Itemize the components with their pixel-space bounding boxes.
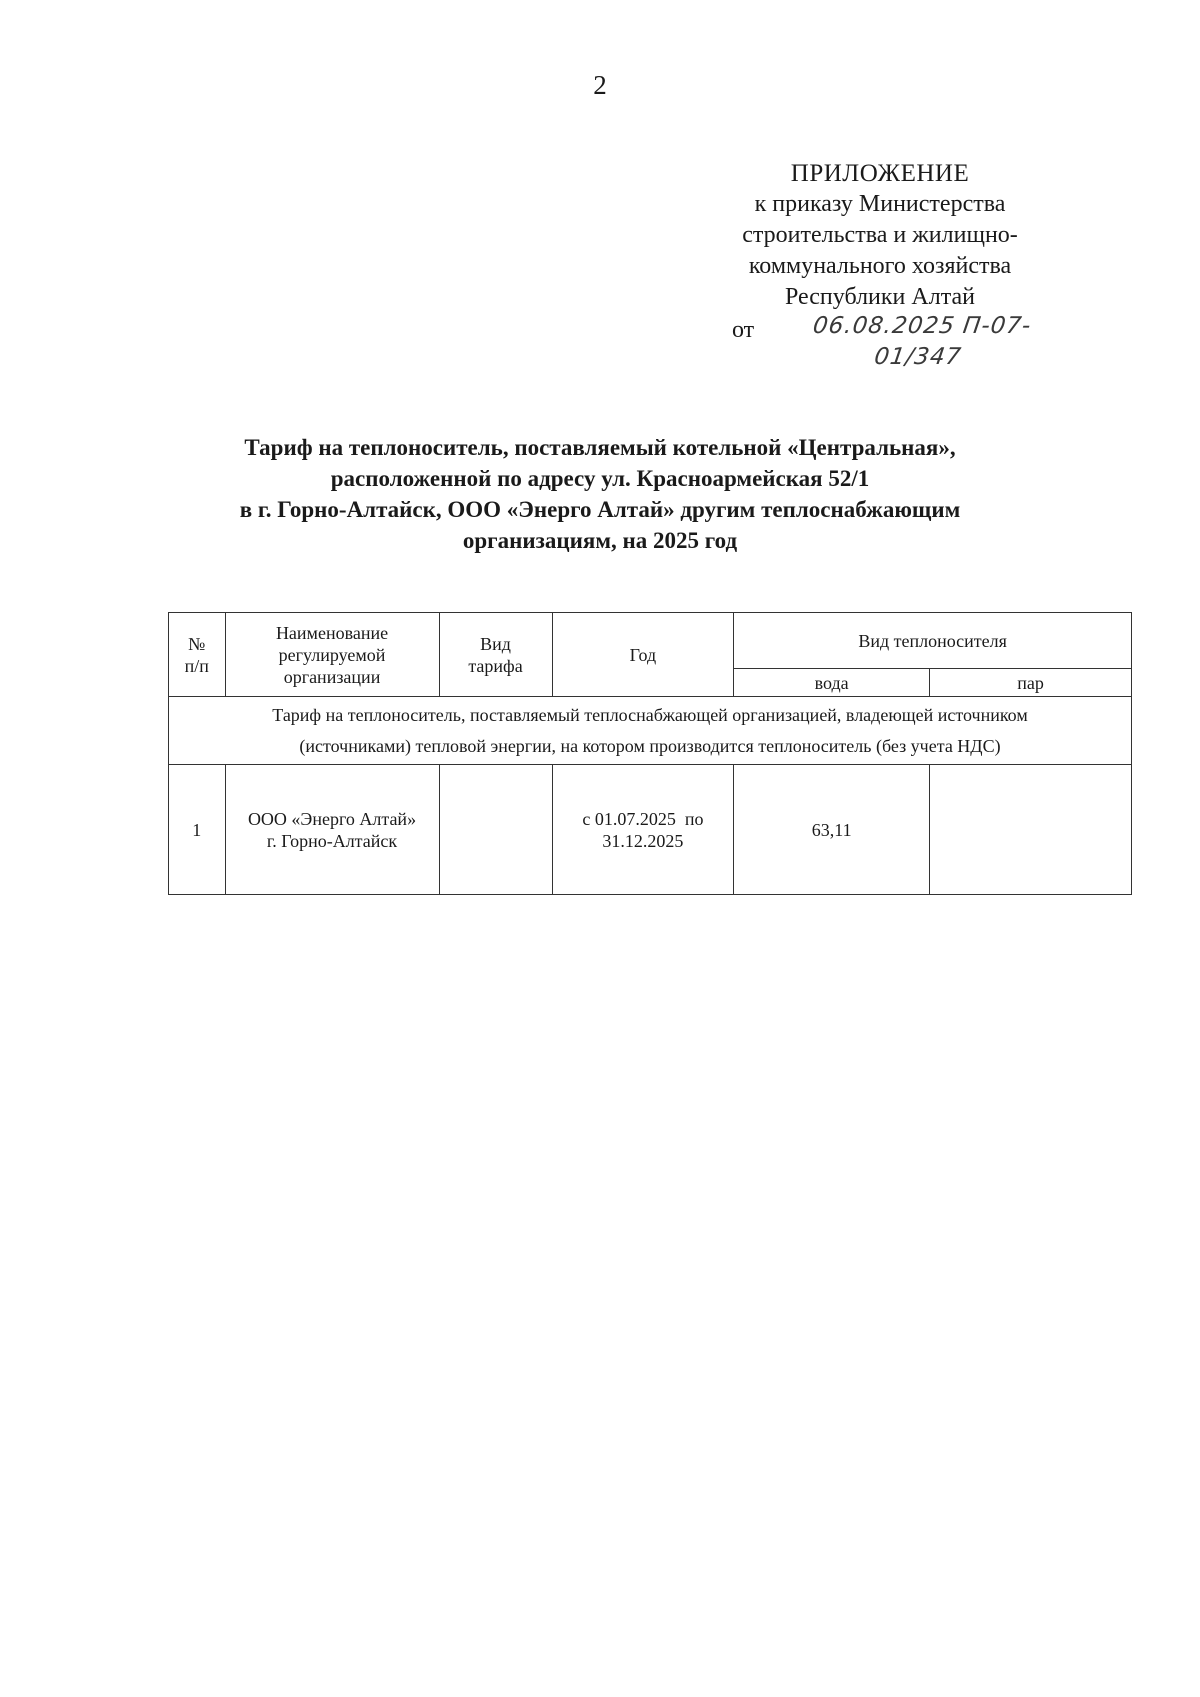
section-line: Тариф на теплоноситель, поставляемый теплоснабжающей организацией, владеющей источником bbox=[272, 704, 1028, 725]
cell-water: 63,11 bbox=[734, 765, 930, 895]
table-row bbox=[169, 765, 1132, 895]
document-title bbox=[150, 432, 1050, 556]
cell-year-line: 31.12.2025 bbox=[602, 830, 684, 851]
header-carrier: Вид теплоносителя bbox=[734, 613, 1132, 669]
cell-year bbox=[552, 765, 734, 895]
table-section-row bbox=[169, 697, 1132, 765]
cell-org bbox=[225, 765, 439, 895]
appendix-heading: ПРИЛОЖЕНИЕ bbox=[790, 160, 970, 187]
cell-steam bbox=[930, 765, 1132, 895]
header-tariff-type bbox=[439, 613, 552, 697]
section-caption bbox=[169, 697, 1132, 765]
cell-num: 1 bbox=[169, 765, 226, 895]
title-line: Тариф на теплоноситель, поставляемый котельной «Центральная», bbox=[244, 435, 956, 460]
appendix-line: к приказу Министерства bbox=[754, 191, 1006, 217]
page-number: 2 bbox=[593, 70, 607, 100]
header-tariff-line: Вид bbox=[480, 633, 511, 654]
appendix-line: коммунального хозяйства bbox=[748, 253, 1012, 279]
header-num-line: № bbox=[188, 633, 206, 654]
title-line: организациям, на 2025 год bbox=[462, 528, 738, 553]
section-line: (источниками) тепловой энергии, на котором производится теплоноситель (без учета НДС) bbox=[299, 735, 1001, 756]
tariff-table bbox=[168, 612, 1132, 895]
handwritten-date-number: 06.08.2025 П-07-01/347 bbox=[811, 313, 1034, 370]
header-num bbox=[169, 613, 226, 697]
header-org-line: Наименование bbox=[275, 622, 389, 643]
appendix-line: строительства и жилищно- bbox=[742, 222, 1018, 248]
cell-year-line: с 01.07.2025 по bbox=[582, 808, 704, 829]
appendix-block bbox=[690, 158, 1070, 370]
cell-tariff-type bbox=[439, 765, 552, 895]
appendix-date-line bbox=[690, 313, 1070, 370]
title-line: расположенной по адресу ул. Красноармейская 52/1 bbox=[330, 466, 870, 491]
cell-org-line: ООО «Энерго Алтай» bbox=[247, 808, 417, 829]
header-org-line: регулируемой bbox=[278, 644, 386, 665]
header-org-line: организации bbox=[283, 666, 381, 687]
appendix-line: Республики Алтай bbox=[785, 284, 975, 310]
header-num-line: п/п bbox=[184, 655, 209, 676]
header-tariff-line: тарифа bbox=[468, 655, 523, 676]
header-year: Год bbox=[552, 613, 734, 697]
header-water: вода bbox=[734, 669, 930, 697]
cell-org-line: г. Горно-Алтайск bbox=[266, 830, 398, 851]
header-org bbox=[225, 613, 439, 697]
table-header-row bbox=[169, 613, 1132, 669]
date-prefix: от bbox=[732, 317, 755, 343]
header-steam: пар bbox=[930, 669, 1132, 697]
title-line: в г. Горно-Алтайск, ООО «Энерго Алтай» другим теплоснабжающим bbox=[239, 497, 961, 522]
